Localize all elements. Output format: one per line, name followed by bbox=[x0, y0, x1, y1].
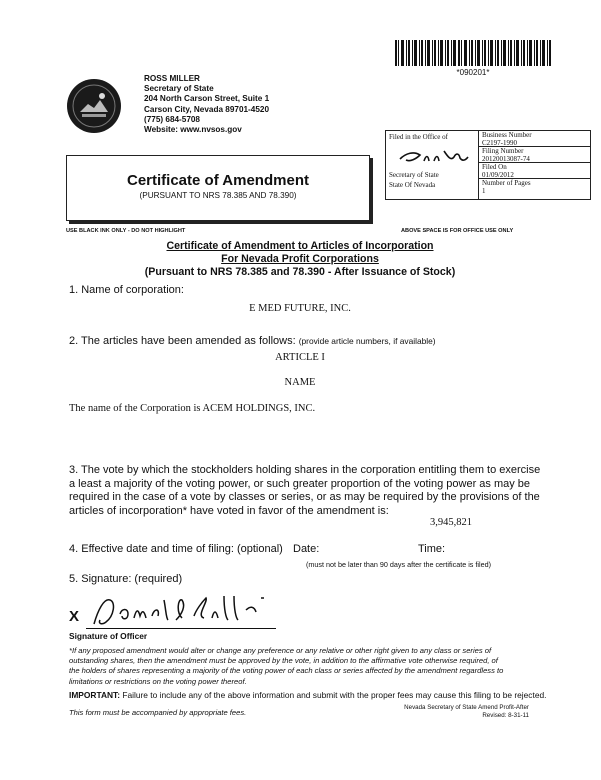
q1-label: 1. Name of corporation: bbox=[69, 284, 184, 296]
business-number-value: C2197-1990 bbox=[482, 139, 517, 147]
certificate-subtitle: (PURSUANT TO NRS 78.385 AND 78.390) bbox=[139, 191, 297, 200]
fine-print-line2: outstanding shares, then the amendment must be approved by the vote, in addition to the affirmative vote otherwise required, of bbox=[69, 656, 498, 666]
q4-label: 4. Effective date and time of filing: (optional) bbox=[69, 543, 283, 555]
ink-instruction: USE BLACK INK ONLY - DO NOT HIGHLIGHT bbox=[66, 228, 186, 234]
certificate-title: Certificate of Amendment bbox=[127, 172, 309, 189]
q2-note: (provide article numbers, if available) bbox=[298, 336, 436, 346]
important-label: IMPORTANT: bbox=[69, 690, 121, 700]
office-role: Secretary of State bbox=[144, 84, 214, 94]
q4-time-label: Time: bbox=[418, 543, 446, 555]
secretary-signature-icon bbox=[396, 147, 470, 167]
office-header bbox=[144, 74, 269, 135]
q3-line3: required in the case of a vote by classes or series, or as may be required by the provisions of the bbox=[69, 491, 540, 503]
q3-line2: a least a majority of the voting power, or such greater proportion of the voting power as may be bbox=[69, 478, 531, 490]
form-revised-date: Revised: 8-31-11 bbox=[482, 712, 529, 719]
fine-print-line1: *If any proposed amendment would alter or change any preference or any relative or other right given to any class or series of bbox=[69, 646, 492, 655]
q4-date-label: Date: bbox=[293, 543, 320, 555]
signature-line bbox=[86, 628, 276, 629]
state-seal-icon bbox=[66, 78, 122, 134]
office-filing-box bbox=[385, 130, 591, 200]
q3-line4: articles of incorporation* have voted in favor of the amendment is: bbox=[69, 505, 389, 517]
q4-note: (must not be later than 90 days after the certificate is filed) bbox=[306, 560, 491, 569]
business-number-label: Business Number bbox=[482, 131, 532, 139]
state-label: State Of Nevada bbox=[389, 181, 436, 189]
fine-print-line4: limitations or restrictions on the voting power thereof. bbox=[69, 676, 247, 686]
important-text: Failure to include any of the above information and submit with the proper fees may cause this filing to be rejected. bbox=[120, 690, 547, 700]
filing-number-cell bbox=[479, 147, 590, 163]
barcode-number: *090201* bbox=[456, 68, 490, 77]
pages-label: Number of Pages bbox=[482, 179, 531, 187]
important-notice bbox=[69, 690, 547, 700]
q1-corporation-name-value[interactable]: E MED FUTURE, INC. bbox=[249, 303, 351, 314]
filing-details bbox=[479, 131, 590, 199]
q3-line1: 3. The vote by which the stockholders holding shares in the corporation entitling them to exercise bbox=[69, 464, 541, 476]
fees-note: This form must be accompanied by appropriate fees. bbox=[69, 708, 247, 717]
pages-cell bbox=[479, 179, 590, 199]
signature-x-mark: X bbox=[69, 608, 80, 625]
filing-number-label: Filing Number bbox=[482, 147, 524, 155]
q2-amendment-text[interactable]: The name of the Corporation is ACEM HOLDINGS, INC. bbox=[69, 403, 316, 414]
form-heading-line1: Certificate of Amendment to Articles of Incorporation bbox=[166, 240, 434, 252]
amendment-fine-print bbox=[69, 646, 529, 687]
filing-number-value: 20120013087-74 bbox=[482, 155, 530, 163]
q2-label bbox=[69, 335, 436, 347]
barcode bbox=[393, 40, 553, 66]
q3-vote-count-value[interactable]: 3,945,821 bbox=[430, 517, 472, 528]
filed-in-office-label: Filed in the Office of bbox=[389, 133, 448, 141]
officer-signature-icon bbox=[86, 590, 286, 630]
office-use-instruction: ABOVE SPACE IS FOR OFFICE USE ONLY bbox=[401, 228, 514, 234]
certificate-title-box bbox=[66, 155, 370, 221]
q5-label: 5. Signature: (required) bbox=[69, 573, 183, 585]
secretary-of-state-label: Secretary of State bbox=[389, 171, 439, 179]
office-address-line1: 204 North Carson Street, Suite 1 bbox=[144, 94, 270, 104]
form-name: Nevada Secretary of State Amend Profit-After bbox=[404, 704, 529, 711]
form-revision bbox=[400, 704, 529, 720]
office-website: Website: www.nvsos.gov bbox=[144, 125, 242, 135]
filed-on-value: 01/09/2012 bbox=[482, 171, 514, 179]
q2-article-number[interactable]: ARTICLE I bbox=[275, 352, 325, 363]
filing-office-stamp bbox=[386, 131, 479, 199]
pages-value: 1 bbox=[482, 187, 486, 195]
office-phone: (775) 684-5708 bbox=[144, 114, 200, 124]
q2-article-title[interactable]: NAME bbox=[284, 377, 316, 388]
form-heading-line3: (Pursuant to NRS 78.385 and 78.390 - After Issuance of Stock) bbox=[144, 266, 456, 278]
office-name: ROSS MILLER bbox=[144, 74, 200, 83]
q2-label-text: 2. The articles have been amended as follows: bbox=[69, 335, 296, 347]
signature-of-officer-label: Signature of Officer bbox=[69, 631, 148, 641]
filed-on-cell bbox=[479, 163, 590, 179]
fine-print-line3: the holders of shares representing a majority of the voting power of each class or series affected by the amendment regardless to bbox=[69, 666, 504, 676]
form-heading-line2: For Nevada Profit Corporations bbox=[221, 253, 379, 265]
office-address-line2: Carson City, Nevada 89701-4520 bbox=[144, 104, 270, 114]
business-number-cell bbox=[479, 131, 590, 147]
filed-on-label: Filed On bbox=[482, 163, 507, 171]
